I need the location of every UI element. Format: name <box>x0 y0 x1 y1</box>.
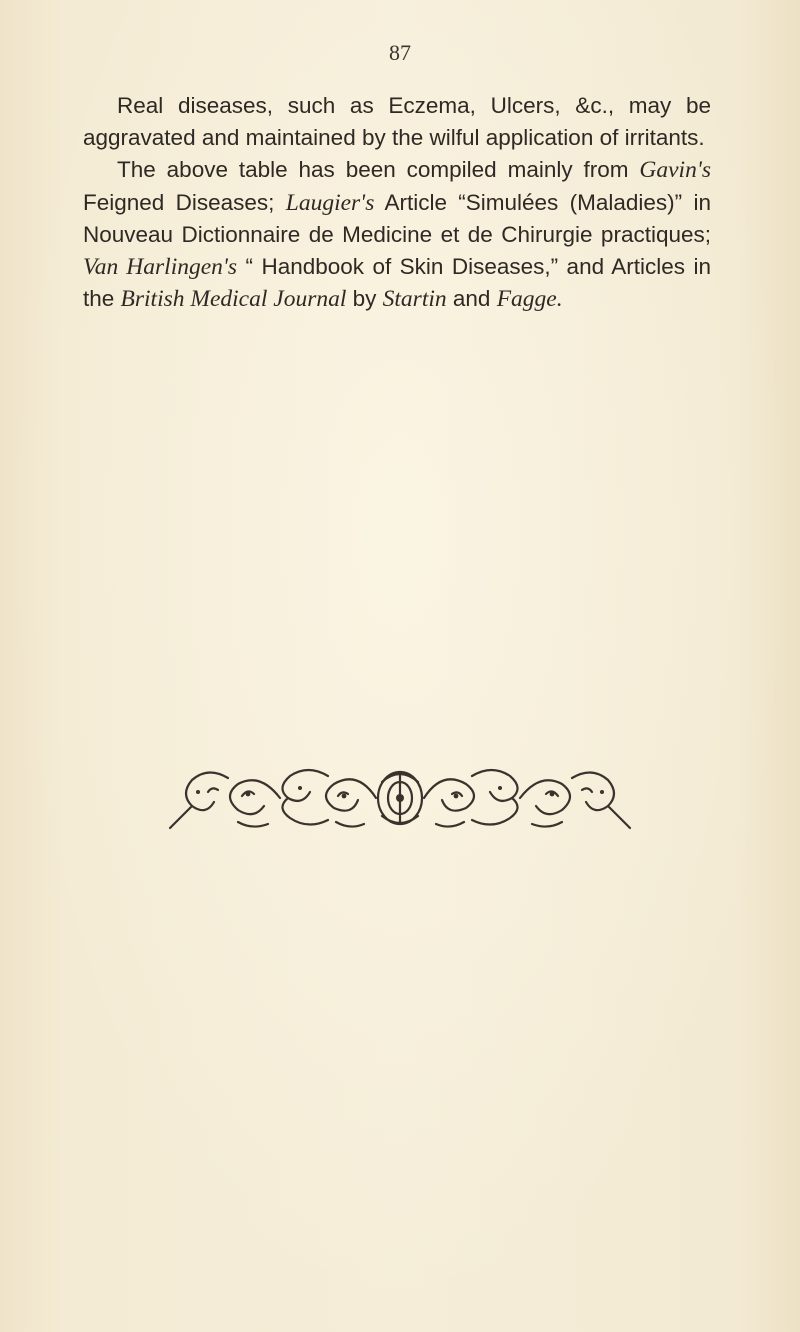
sources-text-4: “ Handbook of Skin Diseases,” and Articles in the <box>83 254 711 312</box>
page-number: 87 <box>389 40 411 65</box>
sources-text-6: and <box>446 286 497 312</box>
paragraph-sources <box>83 154 711 315</box>
author-fagge: Fagge. <box>496 286 563 313</box>
sources-text-5: by <box>346 286 383 312</box>
sources-text-1: The above table has been compiled mainly from <box>117 157 640 183</box>
author-gavin: Gavin's <box>639 157 711 184</box>
author-laugier: Laugier's <box>285 189 375 216</box>
author-van-harlingen: Van Harlingen's <box>83 254 238 281</box>
sources-text-3: Article “Simulées (Maladies)” in Nouveau Dictionnaire de Medicine et de Chirurgie practiques; <box>83 189 711 247</box>
author-startin: Startin <box>382 286 447 313</box>
paragraph-real-diseases: Real diseases, such as Eczema, Ulcers, &c., may be aggravated and maintained by the wilful application of irritants. <box>83 93 711 151</box>
journal-title: British Medical Journal <box>120 286 347 313</box>
sources-text-2: Feigned Diseases; <box>83 189 286 215</box>
body-text <box>83 90 711 315</box>
decorative-tailpiece-icon <box>168 762 632 830</box>
